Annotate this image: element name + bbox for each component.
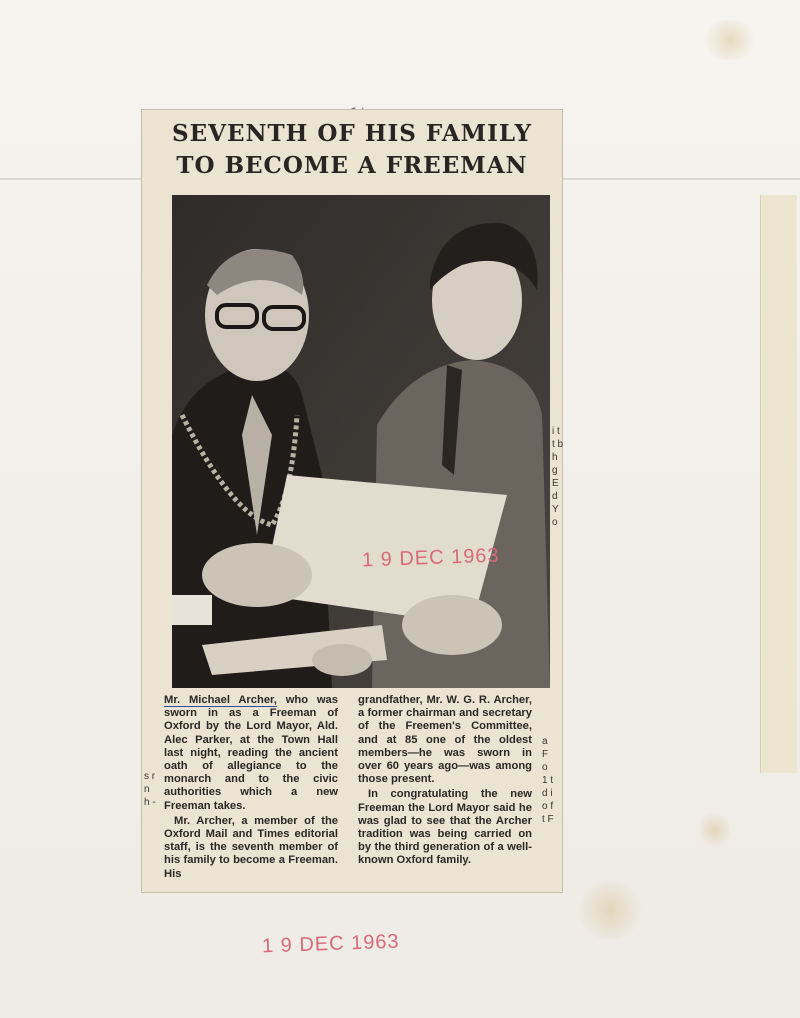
right-edge-fragment-bottom: a F o 1 t d i o f t F xyxy=(542,736,554,825)
caption-paragraph: In congratulating the new Freeman the Lord Mayor said he was glad to see that the Archer tradition was being carried on by the third generation of a well-known Oxford family. xyxy=(358,788,532,867)
headline-line-2: TO BECOME A FREEMAN xyxy=(176,152,528,179)
left-edge-fragment: s r n h - xyxy=(144,771,156,808)
caption-paragraph: grandfather, Mr. W. G. R. Archer, a former chairman and secretary of the Freemen's Committee, and at 85 one of the oldest members—he was sworn in over 60 years ago—was among those present. xyxy=(358,694,532,786)
tape-strip xyxy=(760,195,797,773)
photo-illustration xyxy=(172,195,550,688)
caption xyxy=(164,694,536,884)
photo-date-stamp: 1 9 DEC 1963 xyxy=(361,544,500,572)
subject-name: Mr. Michael Archer, xyxy=(164,694,277,706)
headline-line-1: SEVENTH OF HIS FAMILY xyxy=(171,120,533,147)
caption-column-left xyxy=(164,694,338,883)
news-photo xyxy=(172,195,550,688)
newspaper-clipping xyxy=(142,110,562,892)
stain xyxy=(575,880,645,940)
caption-column-right xyxy=(358,694,532,870)
stain xyxy=(700,20,760,60)
headline xyxy=(142,118,562,182)
caption-paragraph xyxy=(164,694,338,813)
caption-text: who was sworn in as a Freeman of Oxford by the Lord Mayor, Ald. Alec Parker, at the Town Hall last night, reading the ancient oath of allegiance to the monarch and to the civic authorities which a new Freeman takes. xyxy=(164,694,338,812)
stain xyxy=(700,810,730,850)
right-edge-fragment-top: i t t b h g E d Y o xyxy=(552,426,564,528)
page-date-stamp: 1 9 DEC 1963 xyxy=(261,930,400,958)
caption-paragraph: Mr. Archer, a member of the Oxford Mail and Times editorial staff, is the seventh member of his family to become a Freeman. His xyxy=(164,814,338,880)
